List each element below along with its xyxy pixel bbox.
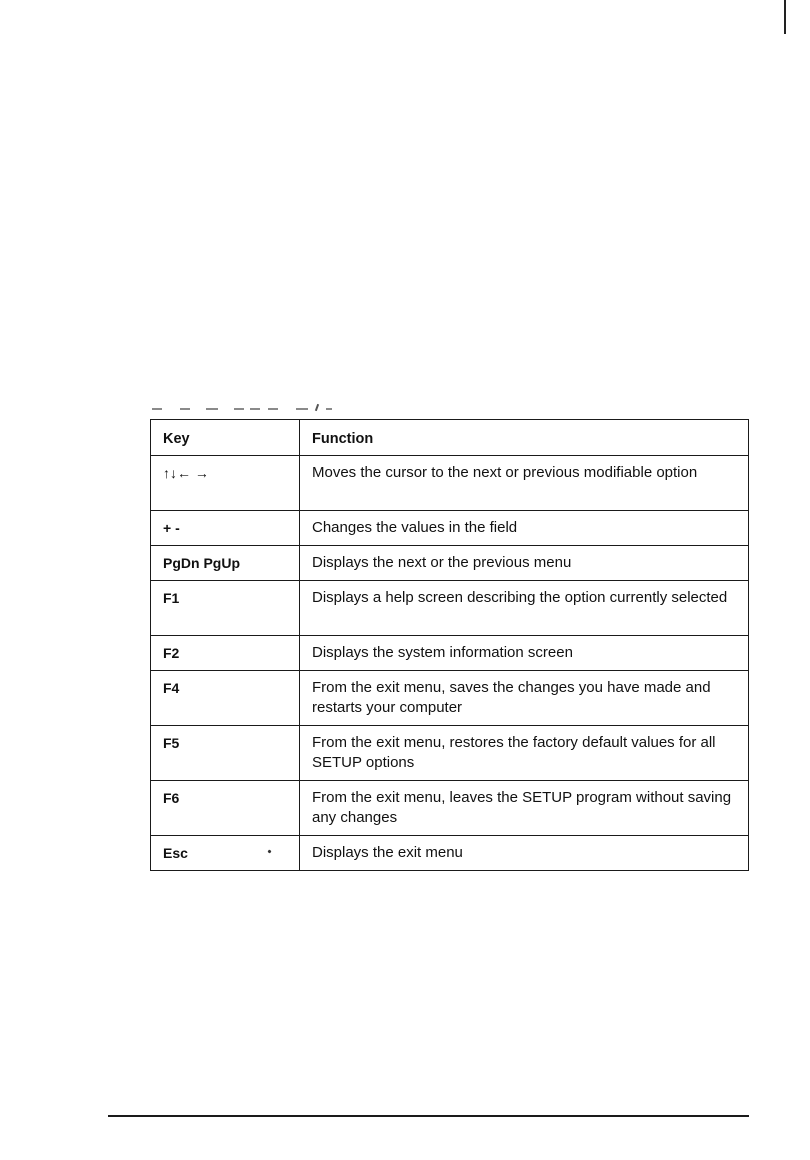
table-row bbox=[151, 456, 749, 511]
table-header-row bbox=[151, 420, 749, 456]
function-cell: Displays the next or the previous menu bbox=[300, 546, 749, 581]
faded-table-caption bbox=[150, 402, 350, 414]
key-cell bbox=[151, 836, 300, 871]
footer-rule bbox=[108, 1115, 749, 1117]
table-row bbox=[151, 671, 749, 726]
function-cell: From the exit menu, leaves the SETUP program without saving any changes bbox=[300, 781, 749, 836]
key-column-header: Key bbox=[151, 420, 300, 456]
table-row bbox=[151, 511, 749, 546]
stray-print-mark bbox=[267, 849, 271, 853]
function-cell: Displays a help screen describing the option currently selected bbox=[300, 581, 749, 636]
function-cell: Changes the values in the field bbox=[300, 511, 749, 546]
table-row bbox=[151, 781, 749, 836]
key-cell: F5 bbox=[151, 726, 300, 781]
key-cell: F6 bbox=[151, 781, 300, 836]
table-row bbox=[151, 581, 749, 636]
function-cell: Displays the exit menu bbox=[300, 836, 749, 871]
function-column-header: Function bbox=[300, 420, 749, 456]
setup-keys-table bbox=[150, 419, 749, 871]
table-row bbox=[151, 726, 749, 781]
function-cell: Moves the cursor to the next or previous modifiable option bbox=[300, 456, 749, 511]
key-cell: PgDn PgUp bbox=[151, 546, 300, 581]
key-label: Esc bbox=[163, 845, 188, 861]
function-cell: Displays the system information screen bbox=[300, 636, 749, 671]
table-row bbox=[151, 836, 749, 871]
table-row bbox=[151, 636, 749, 671]
function-cell: From the exit menu, restores the factory default values for all SETUP options bbox=[300, 726, 749, 781]
key-cell: F4 bbox=[151, 671, 300, 726]
function-cell: From the exit menu, saves the changes you have made and restarts your computer bbox=[300, 671, 749, 726]
key-cell: F2 bbox=[151, 636, 300, 671]
key-cell: F1 bbox=[151, 581, 300, 636]
key-cell: ↑↓← → bbox=[151, 456, 300, 511]
key-cell: + - bbox=[151, 511, 300, 546]
table-row bbox=[151, 546, 749, 581]
page-corner-mark bbox=[784, 0, 786, 34]
